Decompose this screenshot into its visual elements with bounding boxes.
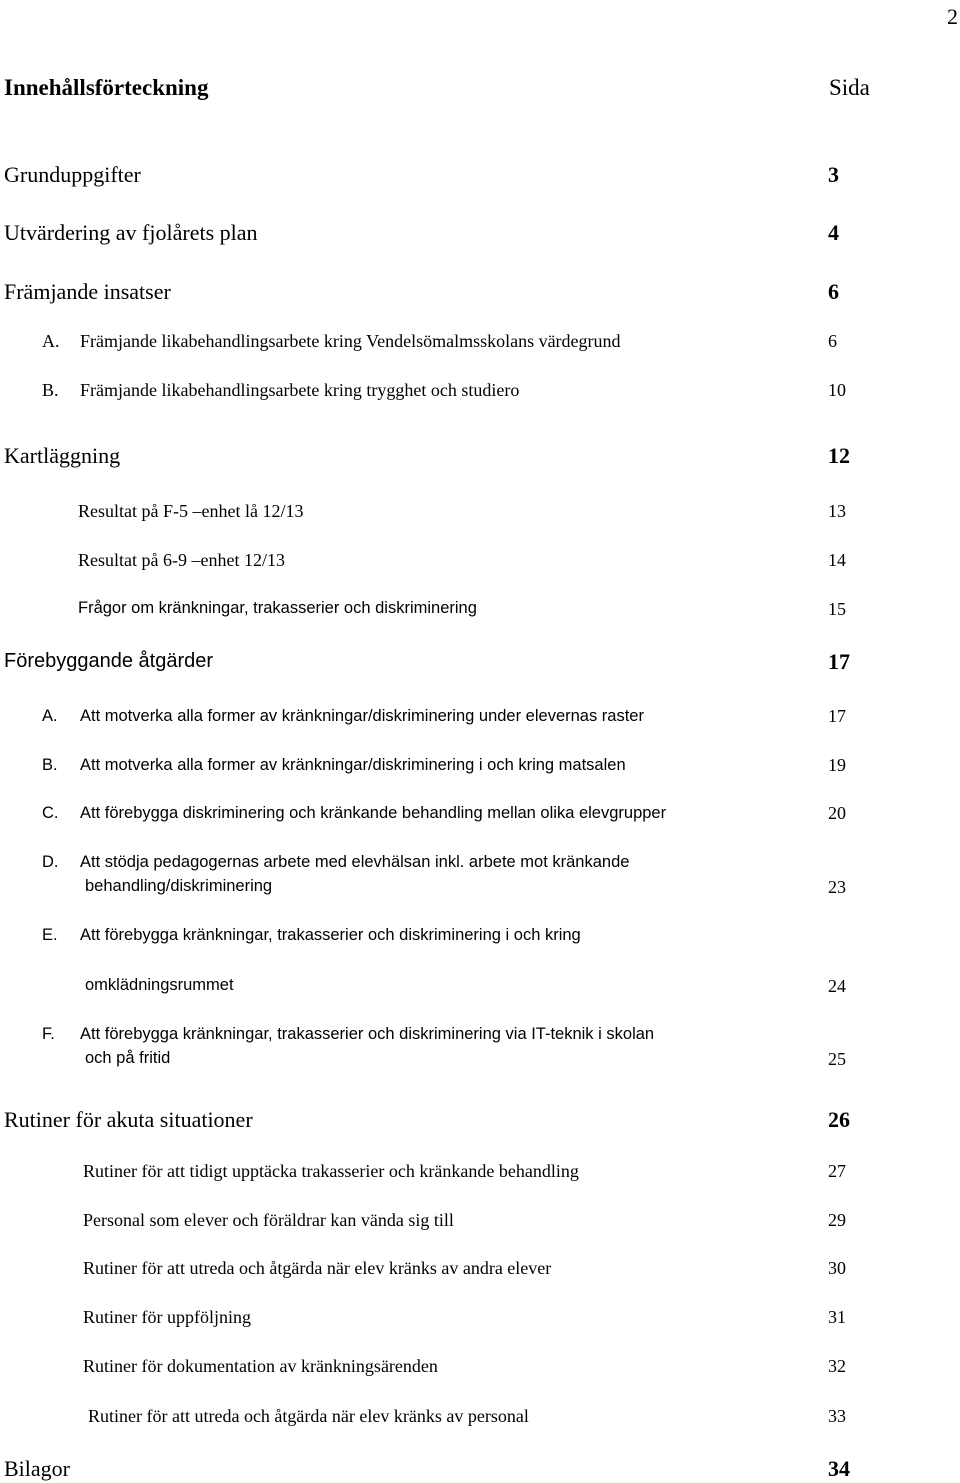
toc-item-page: 20 [828, 803, 846, 823]
toc-item-letter: C. [42, 804, 59, 822]
toc-section-page: 17 [828, 649, 850, 674]
toc-section-grunduppgifter: Grunduppgifter [4, 162, 141, 187]
toc-item-text: Att förebygga kränkningar, trakasserier och diskriminering i och kring [80, 926, 581, 944]
toc-item-letter: B. [42, 380, 59, 400]
toc-item-page: 27 [828, 1161, 846, 1181]
toc-section-framjande: Främjande insatser [4, 279, 171, 304]
toc-item-page: 33 [828, 1406, 846, 1426]
toc-item-text: Att förebygga diskriminering och kränkande behandling mellan olika elevgrupper [80, 804, 667, 822]
toc-item-text: Främjande likabehandlingsarbete kring trygghet och studiero [80, 380, 520, 400]
page-number: 2 [947, 4, 958, 29]
toc-item-page: 19 [828, 755, 846, 775]
toc-item-text: Främjande likabehandlingsarbete kring Vendelsömalmsskolans värdegrund [80, 331, 621, 351]
toc-section-rutiner: Rutiner för akuta situationer [4, 1107, 253, 1132]
toc-section-page: 6 [828, 279, 839, 304]
toc-item-text: Frågor om kränkningar, trakasserier och diskriminering [78, 599, 477, 617]
toc-item-text: Rutiner för att utreda och åtgärda när elev kränks av personal [88, 1406, 529, 1426]
toc-item-text: Rutiner för dokumentation av kränkningsärenden [83, 1356, 438, 1376]
toc-item-page: 6 [828, 331, 837, 351]
toc-item-page: 17 [828, 706, 846, 726]
toc-item-text-cont: och på fritid [85, 1049, 171, 1067]
toc-item-text-cont: behandling/diskriminering [85, 877, 273, 895]
toc-item-letter: B. [42, 756, 58, 774]
toc-section-kartlaggning: Kartläggning [4, 443, 121, 468]
toc-item-text: Resultat på F-5 –enhet lå 12/13 [78, 501, 304, 521]
toc-item-page: 14 [828, 550, 846, 570]
toc-item-text: Att förebygga kränkningar, trakasserier och diskriminering via IT-teknik i skolan [80, 1025, 655, 1043]
toc-item-letter: A. [42, 331, 60, 351]
toc-item-page: 25 [828, 1049, 846, 1069]
toc-section-utvardering: Utvärdering av fjolårets plan [4, 220, 258, 245]
toc-item-page: 32 [828, 1356, 846, 1376]
toc-item-page: 10 [828, 380, 846, 400]
toc-section-bilagor: Bilagor [4, 1456, 70, 1481]
toc-item-text: Rutiner för att utreda och åtgärda när elev kränks av andra elever [83, 1258, 552, 1278]
toc-title: Innehållsförteckning [4, 75, 209, 100]
toc-item-text: Personal som elever och föräldrar kan vända sig till [83, 1210, 454, 1230]
toc-section-page: 12 [828, 443, 850, 468]
toc-item-text: Att stödja pedagogernas arbete med elevhälsan inkl. arbete mot kränkande [80, 853, 630, 871]
toc-item-letter: F. [42, 1025, 55, 1043]
toc-item-text: Att motverka alla former av kränkningar/diskriminering i och kring matsalen [80, 756, 626, 774]
toc-item-letter: D. [42, 853, 59, 871]
toc-item-page: 30 [828, 1258, 846, 1278]
toc-page-label: Sida [829, 75, 870, 100]
toc-item-letter: E. [42, 926, 58, 944]
toc-item-text: Att motverka alla former av kränkningar/diskriminering under elevernas raster [80, 707, 644, 725]
toc-item-letter: A. [42, 707, 58, 725]
toc-item-page: 31 [828, 1307, 846, 1327]
toc-section-page: 3 [828, 162, 839, 187]
toc-section-page: 34 [828, 1456, 850, 1481]
toc-item-text: Rutiner för uppföljning [83, 1307, 251, 1327]
toc-item-page: 13 [828, 501, 846, 521]
toc-item-page: 23 [828, 877, 846, 897]
toc-item-text: Rutiner för att tidigt upptäcka trakasserier och kränkande behandling [83, 1161, 579, 1181]
toc-item-page: 24 [828, 976, 846, 996]
toc-item-text: Resultat på 6-9 –enhet 12/13 [78, 550, 285, 570]
toc-section-forebyggande: Förebyggande åtgärder [4, 650, 214, 672]
toc-section-page: 26 [828, 1107, 850, 1132]
toc-item-page: 15 [828, 599, 846, 619]
toc-item-text-cont: omklädningsrummet [85, 976, 234, 994]
toc-section-page: 4 [828, 220, 839, 245]
toc-item-page: 29 [828, 1210, 846, 1230]
